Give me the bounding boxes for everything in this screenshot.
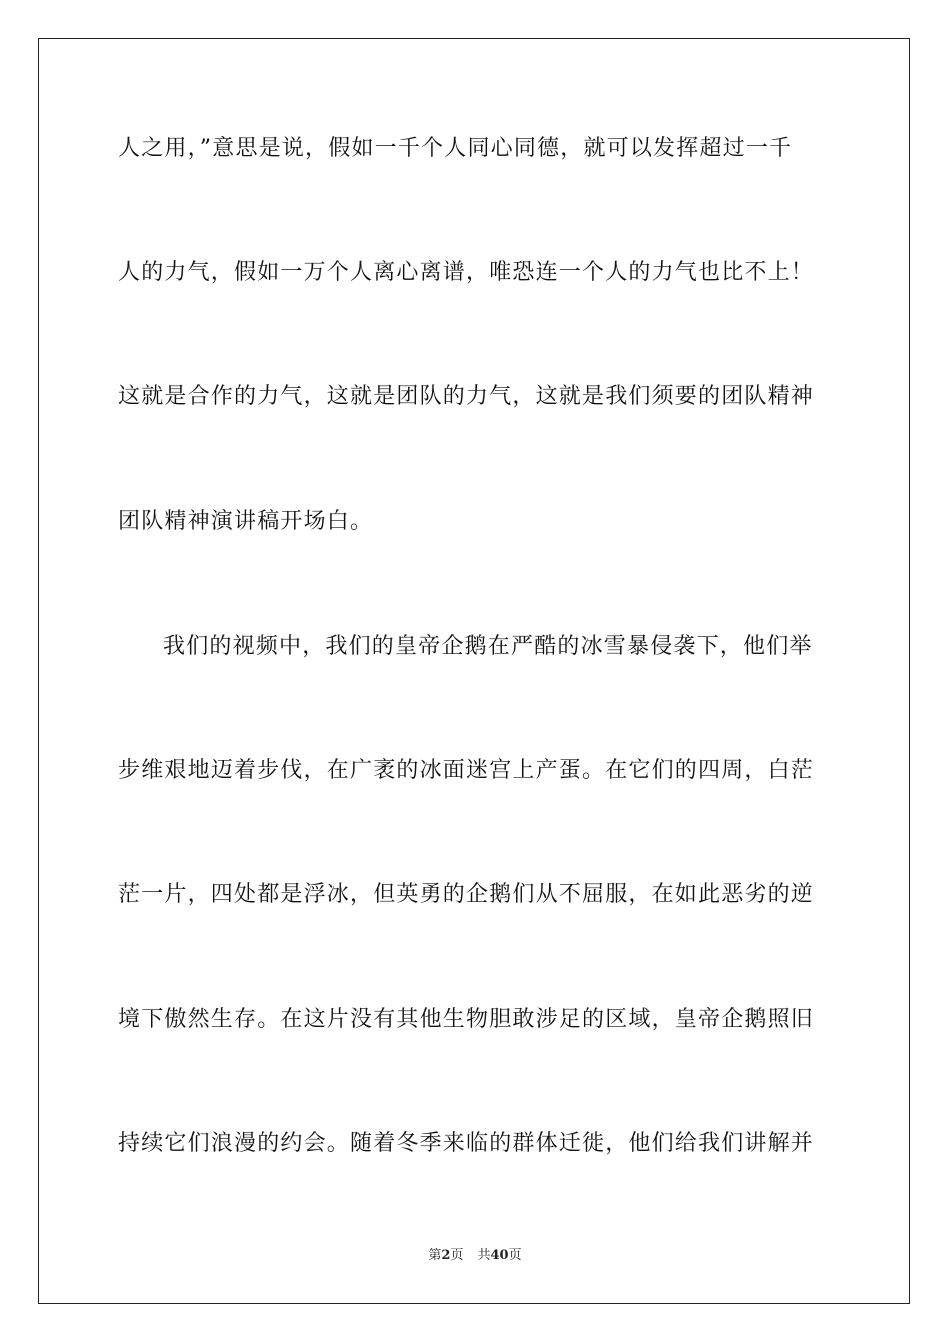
body-text-line-1: 人之用，”意思是说，假如一千个人同心同德，就可以发挥超过一千 [118,136,793,161]
total-pages-label: 共40页 [477,1248,522,1263]
body-text-line-2: 人的力气，假如一万个人离心离谱，唯恐连一个人的力气也比不上！ [118,260,815,285]
body-text-line-6: 步维艰地迈着步伐，在广袤的冰面迷宫上产蛋。在它们的四周，白茫 [118,758,815,783]
body-text-line-4: 团队精神演讲稿开场白。 [118,509,374,534]
body-text-line-3: 这就是合作的力气，这就是团队的力气，这就是我们须要的团队精神 [118,384,815,409]
body-text-line-8: 境下傲然生存。在这片没有其他生物胆敢涉足的区域，皇帝企鹅照旧 [118,1007,815,1032]
page-footer [0,1247,950,1265]
page-border [38,38,910,1304]
body-text-line-7: 茫一片，四处都是浮冰，但英勇的企鹅们从不屈服，在如此恶劣的逆 [118,882,815,907]
page-number-label: 第2页 [428,1248,464,1263]
body-text-line-5: 我们的视频中，我们的皇帝企鹅在严酷的冰雪暴侵袭下，他们举 [163,634,813,659]
body-text-line-9: 持续它们浪漫的约会。随着冬季来临的群体迁徙，他们给我们讲解并 [118,1131,815,1156]
